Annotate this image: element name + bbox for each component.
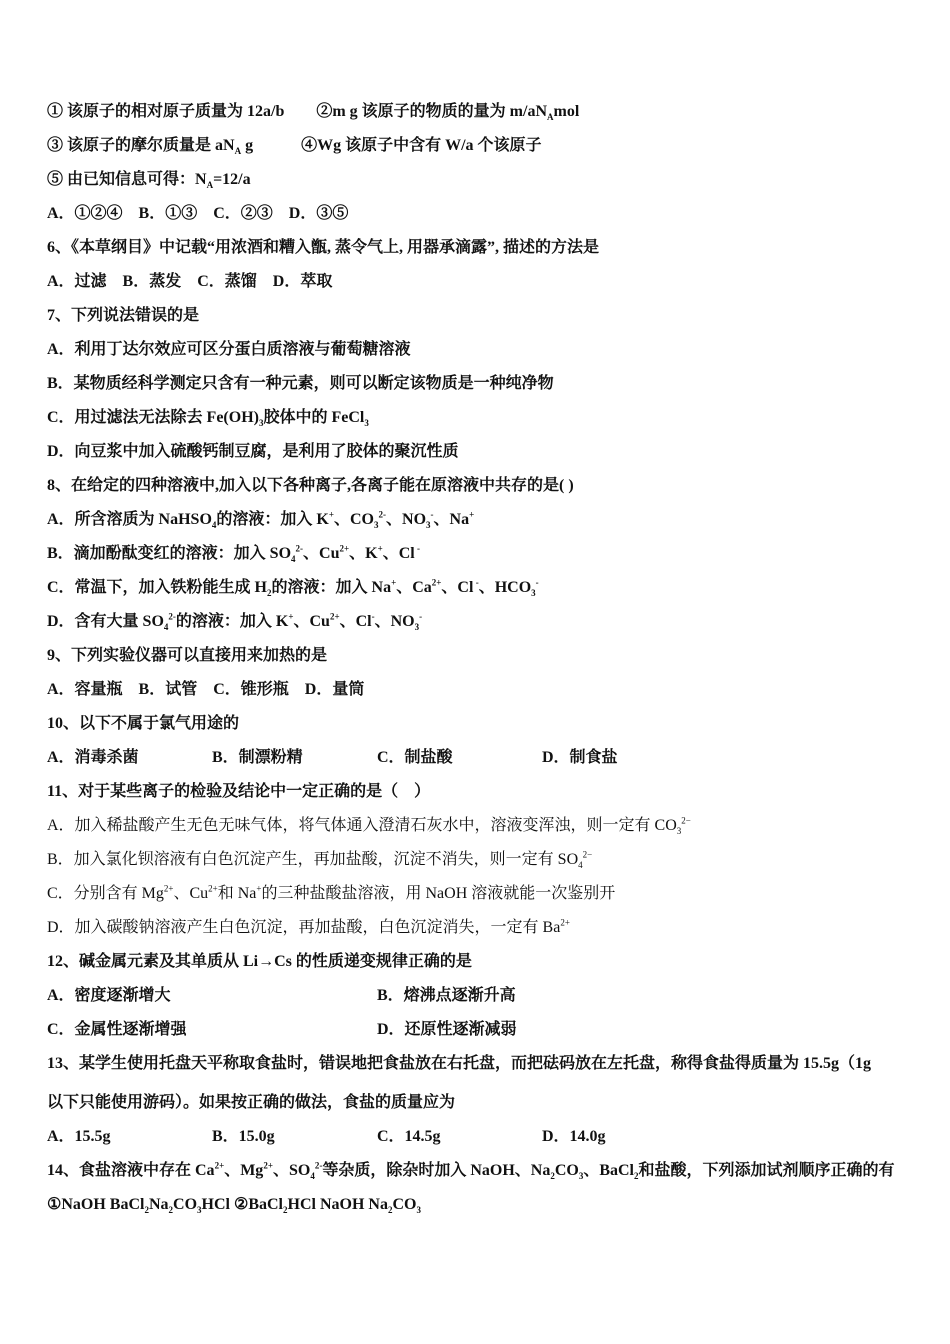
text-segment: 10、以下不属于氯气用途的 xyxy=(47,715,240,732)
line-content xyxy=(47,340,411,360)
text-segment: 、Cl xyxy=(382,545,415,562)
superscript: - xyxy=(535,577,539,588)
option-column xyxy=(377,748,453,768)
text-segment: 、Cu xyxy=(173,885,209,902)
superscript: - xyxy=(414,543,420,554)
option-column xyxy=(212,1127,275,1147)
text-segment: 、CO xyxy=(334,511,375,528)
superscript: + xyxy=(256,883,262,894)
text-segment: B．制漂粉精 xyxy=(212,749,303,766)
text-segment: ③ 该原子的摩尔质量是 aN xyxy=(47,137,235,154)
subscript: 4 xyxy=(163,622,169,633)
line-content xyxy=(47,918,570,938)
text-segment: Na xyxy=(148,1196,169,1213)
subscript: 2 xyxy=(634,1171,639,1182)
superscript: + xyxy=(469,509,475,520)
line-content xyxy=(47,170,251,190)
text-segment: A．加入稀盐酸产生无色无味气体，将气体通入澄清石灰水中，溶液变浑浊，则一定有 CO xyxy=(47,817,677,834)
line-content xyxy=(47,374,554,394)
superscript: 2− xyxy=(582,849,593,860)
text-segment: mol xyxy=(553,103,580,120)
superscript: 2+ xyxy=(339,543,350,554)
line-content xyxy=(47,544,420,564)
text-segment: g ④Wg 该原子中含有 W/a 个该原子 xyxy=(241,137,542,154)
subscript: 3 xyxy=(374,520,379,531)
superscript: 2- xyxy=(295,543,304,554)
superscript: 2+ xyxy=(214,1160,225,1171)
text-segment: 的溶液：加入 Na xyxy=(271,579,392,596)
superscript: + xyxy=(391,577,397,588)
subscript: 3 xyxy=(364,418,369,429)
text-segment: A．密度逐渐增大 xyxy=(47,987,171,1004)
subscript: 2 xyxy=(550,1171,555,1182)
text-segment: A．15.5g xyxy=(47,1128,111,1145)
subscript: A xyxy=(206,180,214,191)
subscript: 3 xyxy=(531,588,536,599)
text-segment: A．消毒杀菌 xyxy=(47,749,139,766)
text-segment: B．熔沸点逐渐升高 xyxy=(377,987,516,1004)
text-segment: HCl NaOH Na xyxy=(287,1196,388,1213)
line-content xyxy=(47,102,579,122)
line-content xyxy=(47,204,348,224)
subscript: 3 xyxy=(414,622,420,633)
superscript: 2+ xyxy=(263,1160,273,1171)
text-segment: D．14.0g xyxy=(542,1128,606,1145)
option-column xyxy=(47,748,139,768)
text-segment: B．加入氯化钡溶液有白色沉淀产生，再加盐酸，沉淀不消失，则一定有 SO xyxy=(47,851,579,868)
text-segment: 、Cu xyxy=(293,613,330,630)
text-segment: 的三种盐酸盐溶液，用 NaOH 溶液就能一次鉴别开 xyxy=(261,885,616,902)
superscript: + xyxy=(328,509,334,520)
superscript: 2+ xyxy=(560,917,570,928)
text-segment: C．分别含有 Mg xyxy=(47,885,164,902)
subscript: 3 xyxy=(416,1205,421,1216)
text-segment: D．还原性逐渐减弱 xyxy=(377,1021,517,1038)
line-content xyxy=(47,272,332,292)
text-segment: D．制食盐 xyxy=(542,749,618,766)
line-content xyxy=(47,952,472,972)
superscript: 2+ xyxy=(208,883,218,894)
line-content xyxy=(47,408,369,428)
text-segment: 的溶液：加入 K xyxy=(216,511,329,528)
line-content xyxy=(47,612,422,632)
superscript: - xyxy=(473,577,479,588)
subscript: 3 xyxy=(578,1171,584,1182)
text-segment: 、Na xyxy=(433,511,470,528)
text-segment: C．制盐酸 xyxy=(377,749,453,766)
option-column xyxy=(47,1127,111,1147)
superscript: 2- xyxy=(378,509,387,520)
superscript: - xyxy=(371,611,375,622)
text-segment: 等杂质，除杂时加入 NaOH、Na xyxy=(322,1162,551,1179)
text-segment: A．过滤 B．蒸发 C．蒸馏 D．萃取 xyxy=(47,273,333,290)
line-content xyxy=(47,816,691,836)
text-segment: 、BaCl xyxy=(583,1162,635,1179)
text-segment: 、Ca xyxy=(396,579,432,596)
text-segment: ⑤ 由已知信息可得：N xyxy=(47,171,207,188)
line-content xyxy=(47,850,592,870)
subscript: 4 xyxy=(291,554,296,565)
line-content xyxy=(47,1093,455,1113)
option-column xyxy=(212,748,303,768)
option-column xyxy=(377,1020,517,1040)
superscript: 2+ xyxy=(329,611,340,622)
line-content xyxy=(47,510,474,530)
superscript: 2− xyxy=(681,815,691,826)
option-column xyxy=(47,1020,187,1040)
subscript: 3 xyxy=(258,418,264,429)
text-segment: A．利用丁达尔效应可区分蛋白质溶液与葡萄糖溶液 xyxy=(47,341,411,358)
subscript: 4 xyxy=(211,520,217,531)
line-content xyxy=(47,136,542,156)
text-segment: =12/a xyxy=(213,171,251,188)
option-column xyxy=(542,748,618,768)
text-segment: 8、在给定的四种溶液中,加入以下各种离子,各离子能在原溶液中共存的是( ) xyxy=(47,477,574,494)
subscript: 2 xyxy=(144,1205,149,1216)
text-segment: CO xyxy=(392,1196,417,1213)
line-content xyxy=(47,646,327,666)
text-segment: 胶体中的 FeCl xyxy=(263,409,365,426)
subscript: 2 xyxy=(168,1205,174,1216)
text-segment: D．加入碳酸钠溶液产生白色沉淀，再加盐酸，白色沉淀消失，一定有 Ba xyxy=(47,919,561,936)
superscript: + xyxy=(288,611,294,622)
text-segment: ①NaOH BaCl xyxy=(47,1196,145,1213)
line-content xyxy=(47,1054,871,1074)
text-segment: 、Mg xyxy=(224,1162,264,1179)
line-content xyxy=(47,306,199,326)
subscript: A xyxy=(234,146,242,157)
subscript: 2 xyxy=(267,588,272,599)
superscript: 2+ xyxy=(163,883,174,894)
text-segment: C．14.5g xyxy=(377,1128,441,1145)
text-segment: 9、下列实验仪器可以直接用来加热的是 xyxy=(47,647,328,664)
text-segment: 14、食盐溶液中存在 Ca xyxy=(47,1162,215,1179)
text-segment: HCl ②BaCl xyxy=(201,1196,283,1213)
text-segment: 、Cl xyxy=(339,613,372,630)
text-segment: 、HCO xyxy=(478,579,532,596)
superscript: - xyxy=(430,509,434,520)
line-content xyxy=(47,1195,421,1215)
text-segment: D．含有大量 SO xyxy=(47,613,164,630)
text-segment: 11、对于某些离子的检验及结论中一定正确的是（ ） xyxy=(47,783,431,800)
superscript: + xyxy=(377,543,383,554)
line-content xyxy=(47,578,539,598)
text-segment: CO xyxy=(173,1196,198,1213)
text-segment: 、Cl xyxy=(441,579,474,596)
text-segment: 12、碱金属元素及其单质从 Li→Cs 的性质递变规律正确的是 xyxy=(47,953,472,970)
text-segment: ① 该原子的相对原子质量为 12a/b ②m g 该原子的物质的量为 m/aN xyxy=(47,103,548,120)
text-segment: C．常温下，加入铁粉能生成 H xyxy=(47,579,268,596)
subscript: 2 xyxy=(283,1205,288,1216)
superscript: 2- xyxy=(168,611,176,622)
text-segment: B．滴加酚酞变红的溶液：加入 SO xyxy=(47,545,292,562)
superscript: 2- xyxy=(314,1160,323,1171)
subscript: 3 xyxy=(676,826,682,837)
subscript: A xyxy=(547,112,554,123)
line-content xyxy=(47,680,364,700)
superscript: 2+ xyxy=(431,577,442,588)
text-segment: B．15.0g xyxy=(212,1128,275,1145)
text-segment: 、K xyxy=(349,545,378,562)
text-segment: 的溶液：加入 K xyxy=(175,613,289,630)
text-segment: 、SO xyxy=(272,1162,311,1179)
text-segment: A．所含溶质为 NaHSO xyxy=(47,511,212,528)
subscript: 3 xyxy=(426,520,431,531)
text-segment: 13、某学生使用托盘天平称取食盐时，错误地把食盐放在右托盘，而把砝码放在左托盘，称得食盐得质量为 15.5g（1g xyxy=(47,1055,872,1072)
text-segment: 、NO xyxy=(386,511,427,528)
line-content xyxy=(47,238,599,258)
text-segment: CO xyxy=(554,1162,579,1179)
line-content xyxy=(47,782,430,802)
line-content xyxy=(47,442,459,462)
superscript: - xyxy=(419,611,423,622)
text-segment: 和盐酸，下列添加试剂顺序正确的有 xyxy=(638,1162,895,1179)
option-column xyxy=(47,986,171,1006)
text-segment: 以下只能使用游码）。如果按正确的做法，食盐的质量应为 xyxy=(47,1094,456,1111)
text-segment: 7、下列说法错误的是 xyxy=(47,307,200,324)
text-segment: C．金属性逐渐增强 xyxy=(47,1021,187,1038)
line-content xyxy=(47,884,615,904)
text-segment: B．某物质经科学测定只含有一种元素，则可以断定该物质是一种纯净物 xyxy=(47,375,554,392)
option-column xyxy=(542,1127,606,1147)
line-content xyxy=(47,1161,895,1181)
line-content xyxy=(47,476,574,496)
text-segment: 6、《本草纲目》中记载“用浓酒和糟入甑, 蒸令气上, 用器承滴露”, 描述的方法是 xyxy=(47,239,600,256)
subscript: 2 xyxy=(387,1205,393,1216)
text-segment: 、NO xyxy=(374,613,415,630)
text-segment: 、Cu xyxy=(303,545,340,562)
text-segment: C．用过滤法无法除去 Fe(OH) xyxy=(47,409,259,426)
subscript: 3 xyxy=(197,1205,202,1216)
text-segment: 和 Na xyxy=(217,885,257,902)
text-segment: A．①②④ B．①③ C．②③ D．③⑤ xyxy=(47,205,349,222)
subscript: 4 xyxy=(578,860,583,871)
subscript: 4 xyxy=(310,1171,315,1182)
line-content xyxy=(47,714,239,734)
option-column xyxy=(377,1127,441,1147)
text-segment: A．容量瓶 B．试管 C．锥形瓶 D．量筒 xyxy=(47,681,365,698)
option-column xyxy=(377,986,516,1006)
text-segment: D．向豆浆中加入硫酸钙制豆腐，是利用了胶体的聚沉性质 xyxy=(47,443,459,460)
